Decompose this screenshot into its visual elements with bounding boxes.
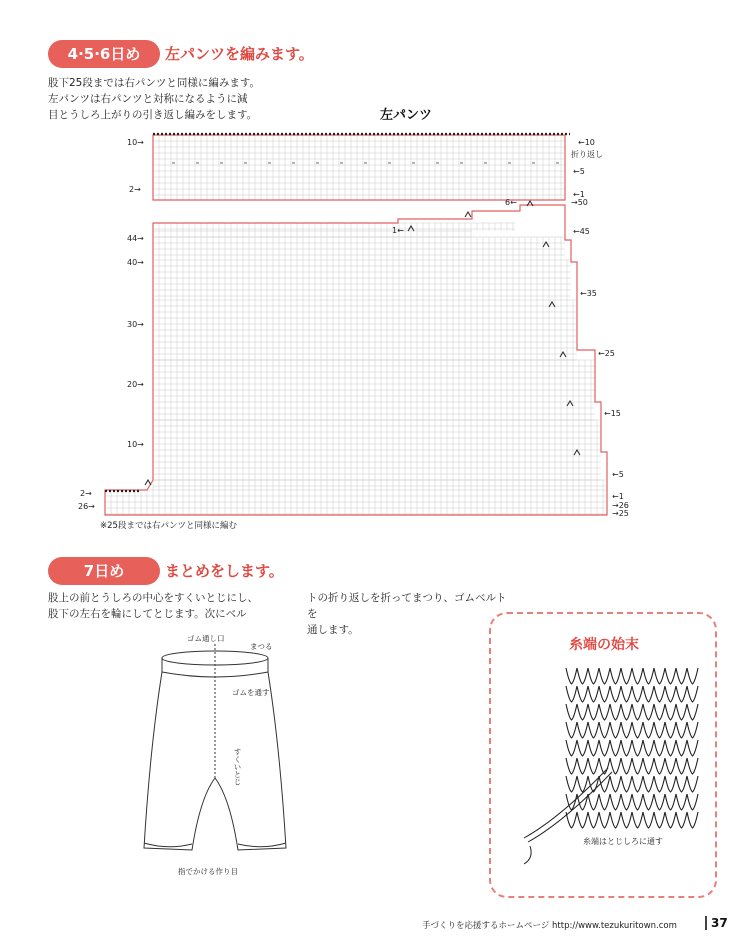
row-label-left: 10→ — [127, 138, 144, 147]
stitch-label-right: ←45 — [573, 227, 590, 236]
label-thread-elastic: ゴムを通す — [232, 688, 270, 697]
knit-stitch — [566, 776, 577, 792]
knit-stitch — [621, 794, 632, 810]
knit-stitch — [632, 722, 643, 738]
knit-stitch — [566, 740, 577, 756]
knit-stitch — [621, 722, 632, 738]
knit-stitch — [676, 776, 687, 792]
knit-stitch — [588, 812, 599, 828]
label-elastic-opening: ゴム通し口 — [187, 634, 225, 643]
row-label-left: 30→ — [127, 320, 144, 329]
knit-stitch — [643, 686, 654, 702]
knit-stitch — [621, 704, 632, 720]
footer-text: 手づくりを応援するホームページ http://www.tezukuritown.com — [422, 921, 677, 931]
stitch-label-right: ←15 — [604, 409, 621, 418]
knit-stitch — [588, 686, 599, 702]
knit-stitch — [632, 758, 643, 774]
knit-stitch — [654, 794, 665, 810]
knit-stitch — [621, 776, 632, 792]
knit-stitch — [632, 776, 643, 792]
knit-stitch — [599, 812, 610, 828]
knit-stitch — [599, 704, 610, 720]
stitch-label-right: →50 — [571, 198, 588, 207]
stitch-label-right: →26 — [612, 501, 629, 510]
knit-stitch — [610, 776, 621, 792]
row-label-left: 2→ — [80, 489, 92, 498]
knit-stitch — [588, 722, 599, 738]
knit-stitch — [687, 740, 698, 756]
knit-stitch — [632, 740, 643, 756]
label-hem-stitch: まつる — [250, 642, 273, 651]
knit-stitch — [643, 740, 654, 756]
knit-stitch — [676, 686, 687, 702]
chart-outline-path — [105, 135, 607, 515]
knit-stitch — [665, 704, 676, 720]
knit-stitch — [665, 794, 676, 810]
yarn-end-title: 糸端の始末 — [569, 637, 639, 653]
knit-stitch — [665, 740, 676, 756]
knit-stitch — [599, 740, 610, 756]
knit-stitch — [665, 776, 676, 792]
row-label-left: 20→ — [127, 380, 144, 389]
knit-stitch — [632, 812, 643, 828]
stitch-label-right: ←5 — [573, 167, 585, 176]
knit-stitch — [621, 686, 632, 702]
knit-stitch — [676, 704, 687, 720]
knit-stitch — [687, 722, 698, 738]
knit-stitch — [632, 704, 643, 720]
knit-stitch — [643, 794, 654, 810]
knit-stitch — [599, 668, 610, 684]
fold-label: 折り返し — [571, 150, 603, 159]
knit-stitch — [665, 686, 676, 702]
knit-stitch — [566, 686, 577, 702]
knit-stitch — [599, 722, 610, 738]
knit-stitch — [577, 812, 588, 828]
knit-stitch — [610, 722, 621, 738]
knit-stitch — [643, 704, 654, 720]
stitch-label-right: ←10 — [578, 138, 595, 147]
knit-stitch — [665, 722, 676, 738]
knit-stitch — [577, 704, 588, 720]
knit-stitch — [654, 686, 665, 702]
knit-stitch — [632, 794, 643, 810]
knit-stitch — [577, 740, 588, 756]
knit-stitch — [665, 812, 676, 828]
chart-grid — [105, 135, 607, 515]
stitch-label-right: ←5 — [612, 470, 624, 479]
knit-stitch — [654, 722, 665, 738]
knit-stitch — [599, 794, 610, 810]
knit-stitch — [621, 812, 632, 828]
knit-stitch — [621, 758, 632, 774]
knit-stitch — [610, 686, 621, 702]
knit-stitch — [687, 794, 698, 810]
knit-stitch — [676, 794, 687, 810]
page-number: 37 — [705, 916, 728, 930]
chart-title: 左パンツ — [380, 108, 433, 123]
knit-stitch — [687, 686, 698, 702]
knit-stitch — [566, 668, 577, 684]
row-label-left: 40→ — [127, 258, 144, 267]
short-row-label: 6← — [505, 198, 517, 207]
pants-assembly-diagram — [130, 628, 320, 878]
section1-instructions: 股下25段までは右パンツと同様に編みます。 左パンツは右パンツと対称になるように減 目とうしろ上がりの引き返し編みをします。 — [48, 77, 261, 121]
stitch-label-right: ←1 — [573, 190, 585, 199]
knit-stitch — [676, 740, 687, 756]
knit-stitch — [654, 668, 665, 684]
knit-stitch — [577, 686, 588, 702]
section-badge-day-7: 7日め — [48, 557, 160, 585]
knit-stitch — [632, 668, 643, 684]
knit-stitch — [676, 668, 687, 684]
knit-stitch — [676, 722, 687, 738]
section-title-finishing: まとめをします。 — [165, 562, 284, 580]
stitch-label-right: →25 — [612, 509, 629, 518]
stitch-label-right: ←25 — [598, 349, 615, 358]
label-mattress-stitch: すくいとじ — [233, 748, 242, 786]
knit-stitch — [588, 740, 599, 756]
knit-stitch — [610, 794, 621, 810]
knit-stitch — [654, 740, 665, 756]
knit-stitch — [632, 686, 643, 702]
chart-outline — [105, 134, 607, 515]
chart-footnote: ※25段までは右パンツと同様に編む — [100, 521, 237, 531]
knit-stitch — [566, 758, 577, 774]
knit-stitch — [687, 704, 698, 720]
stitch-label-right: ←35 — [580, 289, 597, 298]
knit-stitch — [687, 812, 698, 828]
knit-stitch — [643, 812, 654, 828]
knit-stitch — [566, 704, 577, 720]
knit-stitch — [676, 758, 687, 774]
label-cast-on: 指でかける作り目 — [178, 867, 238, 876]
knit-stitch — [654, 812, 665, 828]
knit-stitch — [643, 722, 654, 738]
knit-stitch — [588, 794, 599, 810]
row-label-left: 44→ — [127, 234, 144, 243]
knit-stitch — [643, 668, 654, 684]
knit-stitch — [566, 722, 577, 738]
knit-stitch — [588, 668, 599, 684]
row-label-left: 26→ — [78, 502, 95, 511]
knit-stitch — [665, 758, 676, 774]
knit-stitch — [643, 776, 654, 792]
decrease-symbol — [145, 480, 151, 485]
row-label-left: 10→ — [127, 440, 144, 449]
section2-instructions-right: トの折り返しを折ってまつり、ゴムベルトを 通します。 — [307, 592, 507, 636]
knit-stitch — [610, 704, 621, 720]
section2-instructions-left: 股上の前とうしろの中心をすくいとじにし、 股下の左右を輪にしてとじます。次にベル — [48, 592, 258, 620]
knit-stitch — [577, 668, 588, 684]
knit-stitch — [610, 740, 621, 756]
knit-stitch — [577, 758, 588, 774]
knit-stitch — [687, 668, 698, 684]
short-row-label: 1← — [392, 226, 404, 235]
knit-stitch — [654, 776, 665, 792]
knit-stitch — [654, 758, 665, 774]
knit-stitch — [687, 776, 698, 792]
knit-stitch — [610, 758, 621, 774]
section-badge-days-4-6: 4·5·6日め — [48, 40, 160, 68]
knit-stitch — [621, 740, 632, 756]
knit-stitch — [621, 668, 632, 684]
row-label-left: 2→ — [129, 185, 141, 194]
decrease-symbol — [465, 212, 471, 217]
knit-stitch — [676, 812, 687, 828]
knit-stitch — [665, 668, 676, 684]
knit-stitch — [588, 758, 599, 774]
stitch-label-right: ←1 — [612, 492, 624, 501]
section-title-left-pants: 左パンツを編みます。 — [165, 45, 314, 63]
knit-stitch — [610, 668, 621, 684]
knit-stitch — [599, 686, 610, 702]
knit-stitch — [588, 704, 599, 720]
knit-stitch — [643, 758, 654, 774]
knit-stitch — [687, 758, 698, 774]
yarn-end-caption: 糸端はとじしろに通す — [583, 837, 663, 846]
knit-stitch — [577, 722, 588, 738]
knit-stitch — [654, 704, 665, 720]
knit-stitch — [610, 812, 621, 828]
